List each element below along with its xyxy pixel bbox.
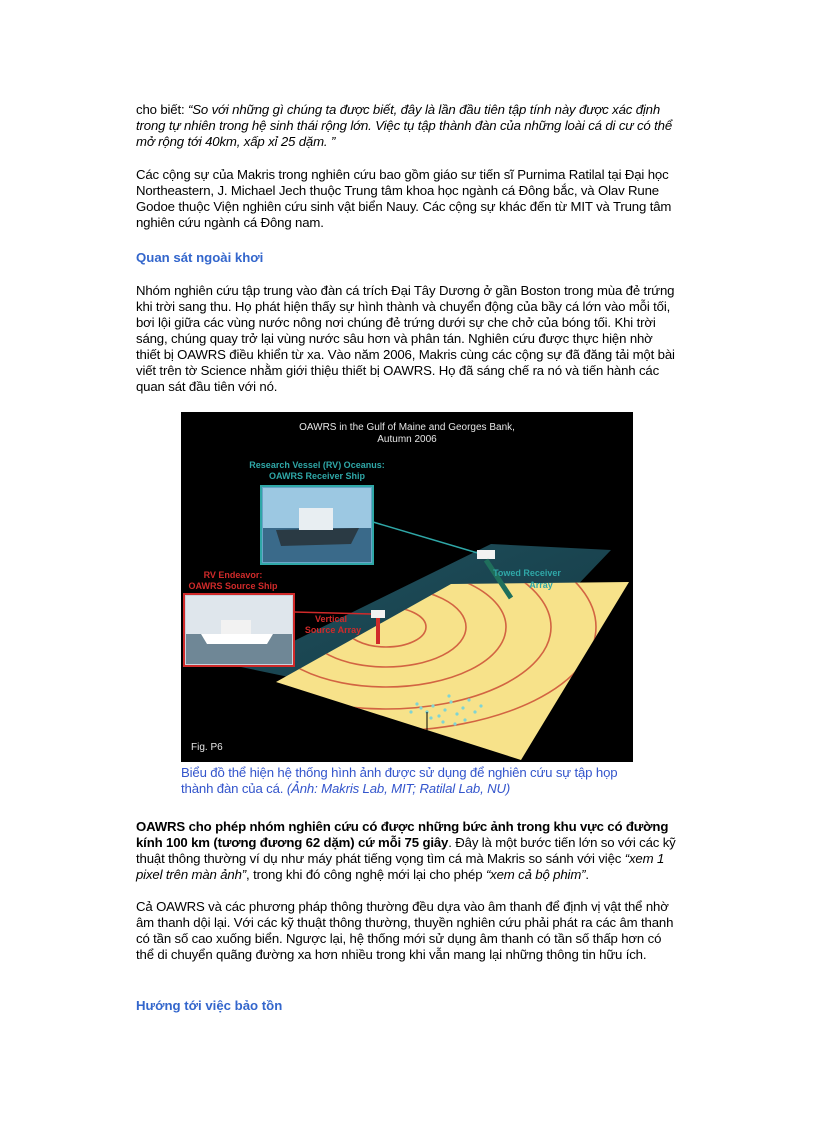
- towed-label-line1: Towed Receiver: [493, 568, 561, 578]
- seafloor-plane: [276, 582, 629, 760]
- paragraph-quote: [136, 102, 680, 150]
- receiver-label-line2: OAWRS Receiver Ship: [268, 471, 366, 481]
- caption-credit: (Ảnh: Makris Lab, MIT; Ratilal Lab, NU): [286, 781, 511, 796]
- paragraph-collaborators: Các cộng sự của Makris trong nghiên cứu bao gồm giáo sư tiến sĩ Purnima Ratilal tại Đại học Northeastern, J. Michael Jech thuộc Trung tâm khoa học ngành cá Đông bắc, và Olav Rune Godoe thuộc Viện nghiên cứu sinh vật biển Nauy. Các cộng sự khác đến từ MIT và Trung tâm nghiên cứu ngành cá Đông nam.: [136, 167, 672, 230]
- heading-offshore-observation: Quan sát ngoài khơi: [136, 250, 264, 265]
- paragraph-quote-prefix: cho biết:: [136, 102, 189, 117]
- quote-one-pixel: “xem 1 pixel trên màn ảnh”: [136, 851, 665, 882]
- paragraph-herring-study: Nhóm nghiên cứu tập trung vào đàn cá trích Đại Tây Dương ở gần Boston trong mùa đẻ trứng khi trời sang thu. Họ phát hiện thấy sự hình thành và chuyển động của bầy cá lớn vào mỗi tối, bơi lội giữa các vùng nước nông nơi chúng đẻ trứng dưới sự che chở của bóng tối. Khi trời sáng, chúng quay trở lại vùng nước sâu hơn và phân tán. Nghiên cứu được thực hiện nhờ thiết bị OAWRS điều khiển từ xa. Vào năm 2006, Makris cùng các cộng sự đã đăng tải một bài viết trên tờ Science nhằm giới thiệu thiết bị OAWRS. Họ đã sáng chế ra nó và tiến hành các quan sát đầu tiên với nó.: [136, 283, 675, 394]
- paragraph-oawrs-bold: OAWRS cho phép nhóm nghiên cứu có được những bức ảnh trong khu vực có đường kính 100 km (tương đương 62 dặm) cứ mỗi 75 giây: [136, 819, 669, 850]
- receiver-ship-marker: [477, 550, 495, 559]
- vertical-label-line1: Vertical: [314, 614, 348, 624]
- receiver-connector: [373, 522, 481, 554]
- figure-caption: [181, 765, 633, 797]
- paragraph-oawrs-end: .: [585, 867, 589, 882]
- paragraph-oawrs-middle: , trong khi đó công nghệ mới lại cho phép: [246, 867, 486, 882]
- figure-title-line1: OAWRS in the Gulf of Maine and Georges Bank,: [299, 422, 515, 433]
- receiver-label-line1: Research Vessel (RV) Oceanus:: [249, 460, 385, 470]
- vertical-label-line2: Source Array: [304, 625, 362, 635]
- paragraph-sound-methods: Cả OAWRS và các phương pháp thông thường đều dựa vào âm thanh để định vị vật thể nhờ âm thanh dội lại. Với các kỹ thuật thông thường, thuyền nghiên cứu phải phát ra các âm thanh có tần số cao xuống biển. Ngược lại, hệ thống mới sử dụng âm thanh có tần số thấp hơn có thể di chuyển quãng đường xa hơn nhiều trong khi vẫn mang lại những thông tin hữu ích.: [136, 899, 674, 962]
- paragraph-oawrs-capability: [136, 819, 680, 883]
- source-ship-marker: [371, 610, 385, 618]
- source-label-line2: OAWRS Source Ship: [188, 581, 278, 591]
- paragraph-oawrs-text: . Đây là một bước tiến lớn so với các kỹ thuật thông thường ví dụ như máy phát tiếng vọng tìm cá mà Makris so sánh với việc: [136, 835, 676, 866]
- caption-text: Biểu đồ thể hiện hệ thống hình ảnh được sử dụng để nghiên cứu sự tập họp thành đàn của cá.: [181, 765, 618, 796]
- quote-whole-movie: “xem cả bộ phim”: [485, 867, 586, 882]
- oawrs-diagram-svg: [181, 412, 633, 762]
- source-label-line1: RV Endeavor:: [203, 570, 263, 580]
- figure-number: Fig. P6: [191, 742, 223, 753]
- paragraph-quote-italic: “So với những gì chúng ta được biết, đây là lần đầu tiên tập tính này được xác định trong tự nhiên trong hệ sinh thái rộng lớn. Việc tụ tập thành đàn của những loài cá di cư có thể mở rộng tới 40km, xấp xỉ 25 dặm. ”: [136, 102, 673, 149]
- fish-groups-label: Fish Groups: [404, 746, 458, 756]
- oawrs-diagram: [181, 412, 633, 762]
- towed-label-line2: Array: [529, 580, 553, 590]
- heading-conservation: Hướng tới việc bảo tồn: [136, 998, 283, 1013]
- figure-title-line2: Autumn 2006: [377, 434, 437, 445]
